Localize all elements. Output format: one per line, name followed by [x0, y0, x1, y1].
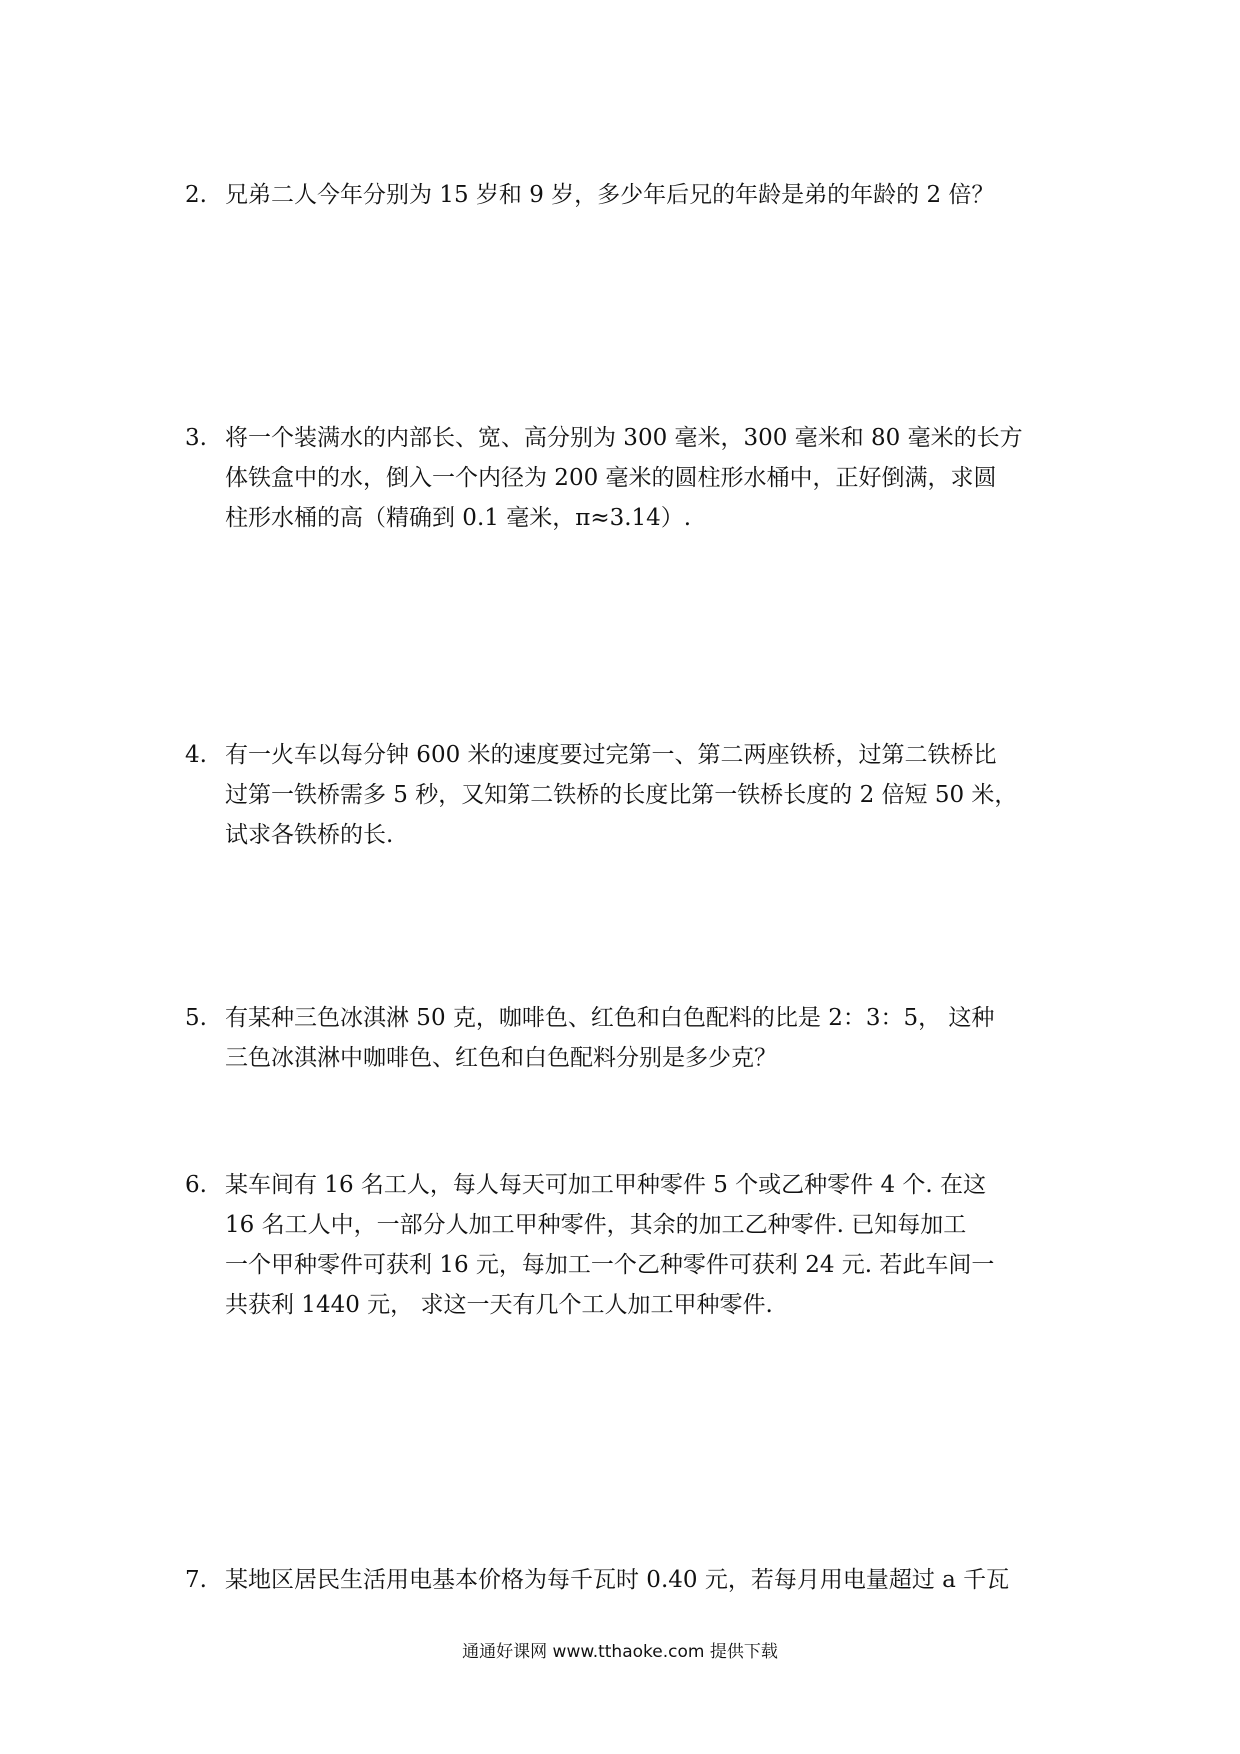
problem-text	[225, 175, 1065, 215]
problem-line: 过第一铁桥需多 5 秒，又知第二铁桥的长度比第一铁桥长度的 2 倍短 50 米，	[225, 782, 1018, 808]
problem-6	[185, 1165, 1065, 1325]
problem-line: 某地区居民生活用电基本价格为每千瓦时 0.40 元，若每月用电量超过 a 千瓦	[225, 1567, 1010, 1593]
problem-line: 一个甲种零件可获利 16 元，每加工一个乙种零件可获利 24 元. 若此车间一	[225, 1252, 995, 1278]
problem-number: 6.	[185, 1172, 207, 1198]
problem-line: 有某种三色冰淇淋 50 克，咖啡色、红色和白色配料的比是 2：3：5， 这种	[225, 1005, 995, 1031]
problem-number: 5.	[185, 1005, 207, 1031]
problem-line: 试求各铁桥的长.	[225, 822, 394, 848]
problem-7	[185, 1560, 1065, 1600]
problem-line: 某车间有 16 名工人，每人每天可加工甲种零件 5 个或乙种零件 4 个. 在这	[225, 1172, 987, 1198]
problem-number: 7.	[185, 1567, 207, 1593]
problem-3	[185, 418, 1065, 538]
problem-line: 将一个装满水的内部长、宽、高分别为 300 毫米，300 毫米和 80 毫米的长方	[225, 425, 1023, 451]
problem-line: 兄弟二人今年分别为 15 岁和 9 岁，多少年后兄的年龄是弟的年龄的 2 倍？	[225, 182, 995, 208]
problem-4	[185, 735, 1065, 855]
page-footer: 通通好课网 www.tthaoke.com 提供下载	[462, 1642, 778, 1662]
problem-line: 柱形水桶的高（精确到 0.1 毫米，π≈3.14）.	[225, 505, 692, 531]
problem-line: 有一火车以每分钟 600 米的速度要过完第一、第二两座铁桥，过第二铁桥比	[225, 742, 997, 768]
problem-text	[225, 998, 1065, 1078]
problem-line: 三色冰淇淋中咖啡色、红色和白色配料分别是多少克？	[225, 1045, 777, 1071]
problem-text	[225, 418, 1065, 538]
problem-text	[225, 735, 1065, 855]
problem-line: 体铁盒中的水，倒入一个内径为 200 毫米的圆柱形水桶中，正好倒满，求圆	[225, 465, 997, 491]
problem-line: 共获利 1440 元， 求这一天有几个工人加工甲种零件.	[225, 1292, 773, 1318]
problem-number: 4.	[185, 742, 207, 768]
problem-number: 2.	[185, 182, 207, 208]
problem-5	[185, 998, 1065, 1078]
problem-text	[225, 1165, 1065, 1325]
problem-number: 3.	[185, 425, 207, 451]
problem-line: 16 名工人中，一部分人加工甲种零件，其余的加工乙种零件. 已知每加工	[225, 1212, 967, 1238]
problem-2	[185, 175, 1065, 215]
problem-text	[225, 1560, 1065, 1600]
